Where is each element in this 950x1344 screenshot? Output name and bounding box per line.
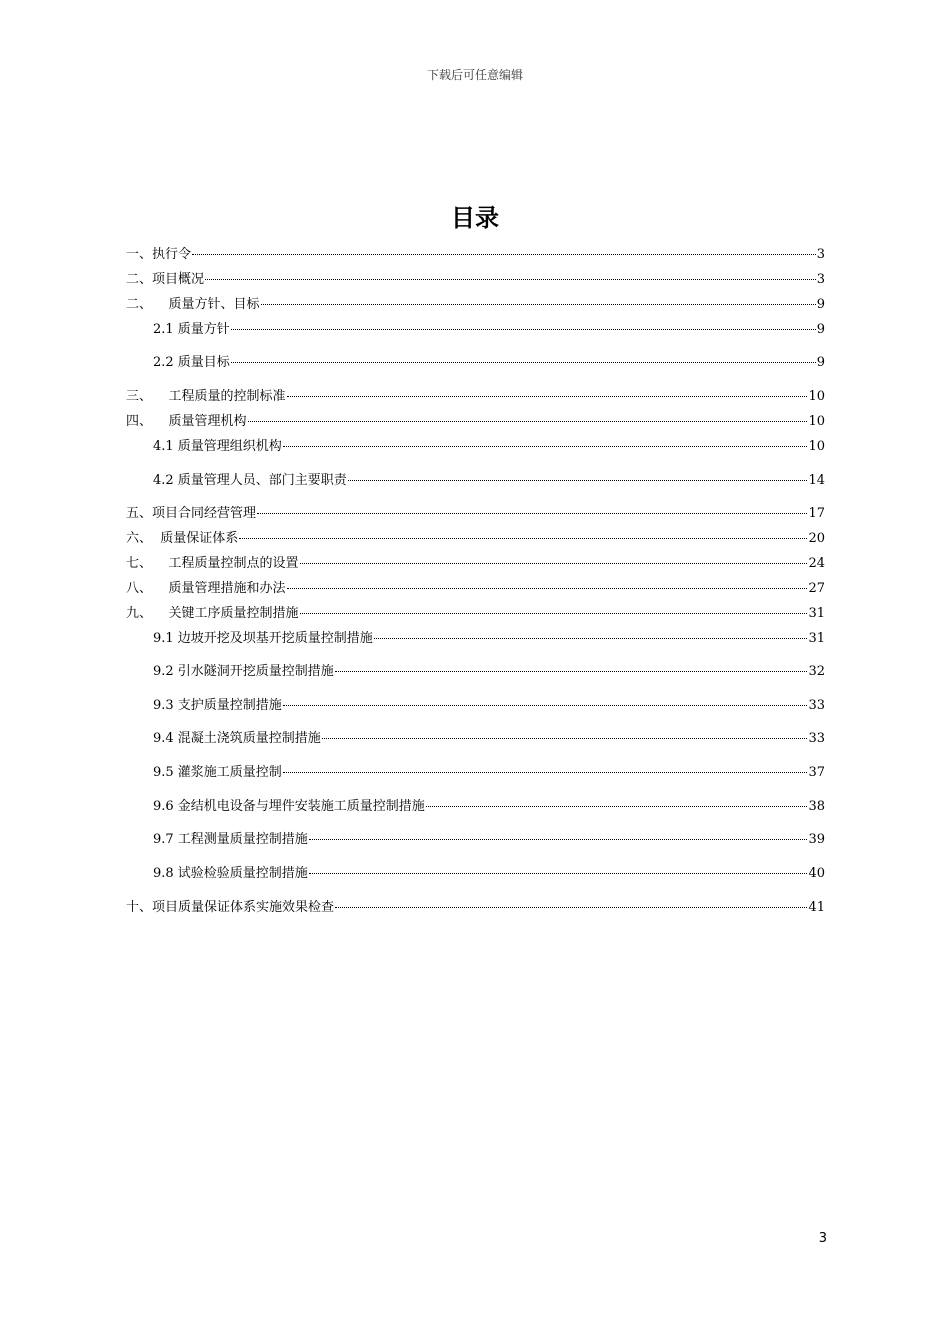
toc-entry-label: 七、 工程质量控制点的设置 xyxy=(126,556,299,571)
toc-entry-page: 31 xyxy=(808,631,825,646)
toc-leader-dots xyxy=(287,588,808,589)
toc-entry[interactable] xyxy=(126,556,825,572)
toc-leader-dots xyxy=(348,480,808,481)
toc-entry-page: 3 xyxy=(816,272,825,287)
toc-entry[interactable] xyxy=(126,900,825,916)
page-number: 3 xyxy=(818,1231,827,1246)
toc-leader-dots xyxy=(335,671,808,672)
toc-entry-page: 3 xyxy=(816,247,825,262)
toc-entry[interactable] xyxy=(153,832,825,848)
toc-entry-page: 33 xyxy=(808,698,825,713)
toc-entry-label: 9.4 混凝土浇筑质量控制措施 xyxy=(153,731,321,746)
toc-entry-page: 20 xyxy=(808,531,825,546)
toc-entry-label: 9.6 金结机电设备与埋件安装施工质量控制措施 xyxy=(153,799,425,814)
toc-leader-dots xyxy=(322,738,808,739)
toc-entry-label: 二、项目概况 xyxy=(126,272,205,287)
toc-entry-page: 32 xyxy=(808,664,825,679)
toc-leader-dots xyxy=(283,705,808,706)
toc-leader-dots xyxy=(283,446,808,447)
toc-entry-label: 2.1 质量方针 xyxy=(153,322,230,337)
toc-leader-dots xyxy=(261,304,816,305)
toc-entry[interactable] xyxy=(153,631,825,647)
toc-entry[interactable] xyxy=(126,414,825,430)
toc-leader-dots xyxy=(300,613,808,614)
toc-entry-label: 9.7 工程测量质量控制措施 xyxy=(153,832,308,847)
toc-leader-dots xyxy=(192,254,816,255)
toc-entry-label: 十、项目质量保证体系实施效果检查 xyxy=(126,900,335,915)
toc-entry-page: 9 xyxy=(816,322,825,337)
toc-leader-dots xyxy=(283,772,808,773)
toc-entry-page: 24 xyxy=(808,556,825,571)
toc-entry[interactable] xyxy=(153,765,825,781)
toc-leader-dots xyxy=(231,329,816,330)
toc-entry-label: 八、 质量管理措施和办法 xyxy=(126,581,286,596)
toc-entry[interactable] xyxy=(153,731,825,747)
toc-entry-page: 9 xyxy=(816,297,825,312)
toc-entry[interactable] xyxy=(153,866,825,882)
toc-leader-dots xyxy=(426,806,808,807)
toc-entry[interactable] xyxy=(153,355,825,371)
toc-leader-dots xyxy=(257,513,807,514)
toc-entry[interactable] xyxy=(153,698,825,714)
toc-entry[interactable] xyxy=(153,799,825,815)
toc-entry[interactable] xyxy=(126,531,825,547)
toc-entry-page: 39 xyxy=(808,832,825,847)
toc-entry-page: 40 xyxy=(808,866,825,881)
toc-entry-label: 五、项目合同经营管理 xyxy=(126,506,257,521)
toc-entry-label: 一、执行令 xyxy=(126,247,192,262)
toc-entry[interactable] xyxy=(153,439,825,455)
toc-leader-dots xyxy=(309,873,808,874)
toc-entry-label: 四、 质量管理机构 xyxy=(126,414,247,429)
page-header: 下载后可任意编辑 xyxy=(426,68,523,82)
toc-leader-dots xyxy=(231,362,816,363)
toc-entry-page: 14 xyxy=(808,473,825,488)
toc-entry-page: 38 xyxy=(808,799,825,814)
toc-entry[interactable] xyxy=(126,581,825,597)
toc-entry[interactable] xyxy=(153,664,825,680)
toc-entry[interactable] xyxy=(126,247,825,263)
toc-entry-label: 9.3 支护质量控制措施 xyxy=(153,698,282,713)
toc-entry-label: 九、 关键工序质量控制措施 xyxy=(126,606,299,621)
toc-entry[interactable] xyxy=(126,297,825,313)
toc-entry[interactable] xyxy=(153,322,825,338)
toc-entry-label: 4.2 质量管理人员、部门主要职责 xyxy=(153,473,347,488)
toc-leader-dots xyxy=(239,538,807,539)
toc-leader-dots xyxy=(205,279,816,280)
toc-entry-page: 9 xyxy=(816,355,825,370)
toc-leader-dots xyxy=(374,638,808,639)
toc-entry-label: 4.1 质量管理组织机构 xyxy=(153,439,282,454)
toc-entry-label: 二、 质量方针、目标 xyxy=(126,297,260,312)
toc-entry-page: 27 xyxy=(808,581,825,596)
toc-entry-label: 9.5 灌浆施工质量控制 xyxy=(153,765,282,780)
toc-leader-dots xyxy=(287,396,808,397)
toc-title: 目录 xyxy=(451,204,499,232)
toc-leader-dots xyxy=(300,563,808,564)
toc-entry-label: 三、 工程质量的控制标准 xyxy=(126,389,286,404)
toc-leader-dots xyxy=(309,839,808,840)
toc-entry[interactable] xyxy=(126,606,825,622)
toc-entry-page: 10 xyxy=(808,414,825,429)
toc-entry-page: 31 xyxy=(808,606,825,621)
toc-entry-page: 10 xyxy=(808,389,825,404)
toc-entry[interactable] xyxy=(126,389,825,405)
toc-entry-page: 33 xyxy=(808,731,825,746)
toc-entry-label: 六、 质量保证体系 xyxy=(126,531,239,546)
toc-entry[interactable] xyxy=(153,473,825,489)
toc-entry-page: 10 xyxy=(808,439,825,454)
toc-entry-label: 9.1 边坡开挖及坝基开挖质量控制措施 xyxy=(153,631,373,646)
toc-entry[interactable] xyxy=(126,272,825,288)
toc-entry-page: 17 xyxy=(808,506,825,521)
toc-entry-page: 37 xyxy=(808,765,825,780)
toc-entry-label: 2.2 质量目标 xyxy=(153,355,230,370)
toc-entry-page: 41 xyxy=(808,900,825,915)
toc-leader-dots xyxy=(248,421,808,422)
toc-entry[interactable] xyxy=(126,506,825,522)
toc-leader-dots xyxy=(335,907,807,908)
toc-entry-label: 9.2 引水隧洞开挖质量控制措施 xyxy=(153,664,334,679)
toc-entry-label: 9.8 试验检验质量控制措施 xyxy=(153,866,308,881)
